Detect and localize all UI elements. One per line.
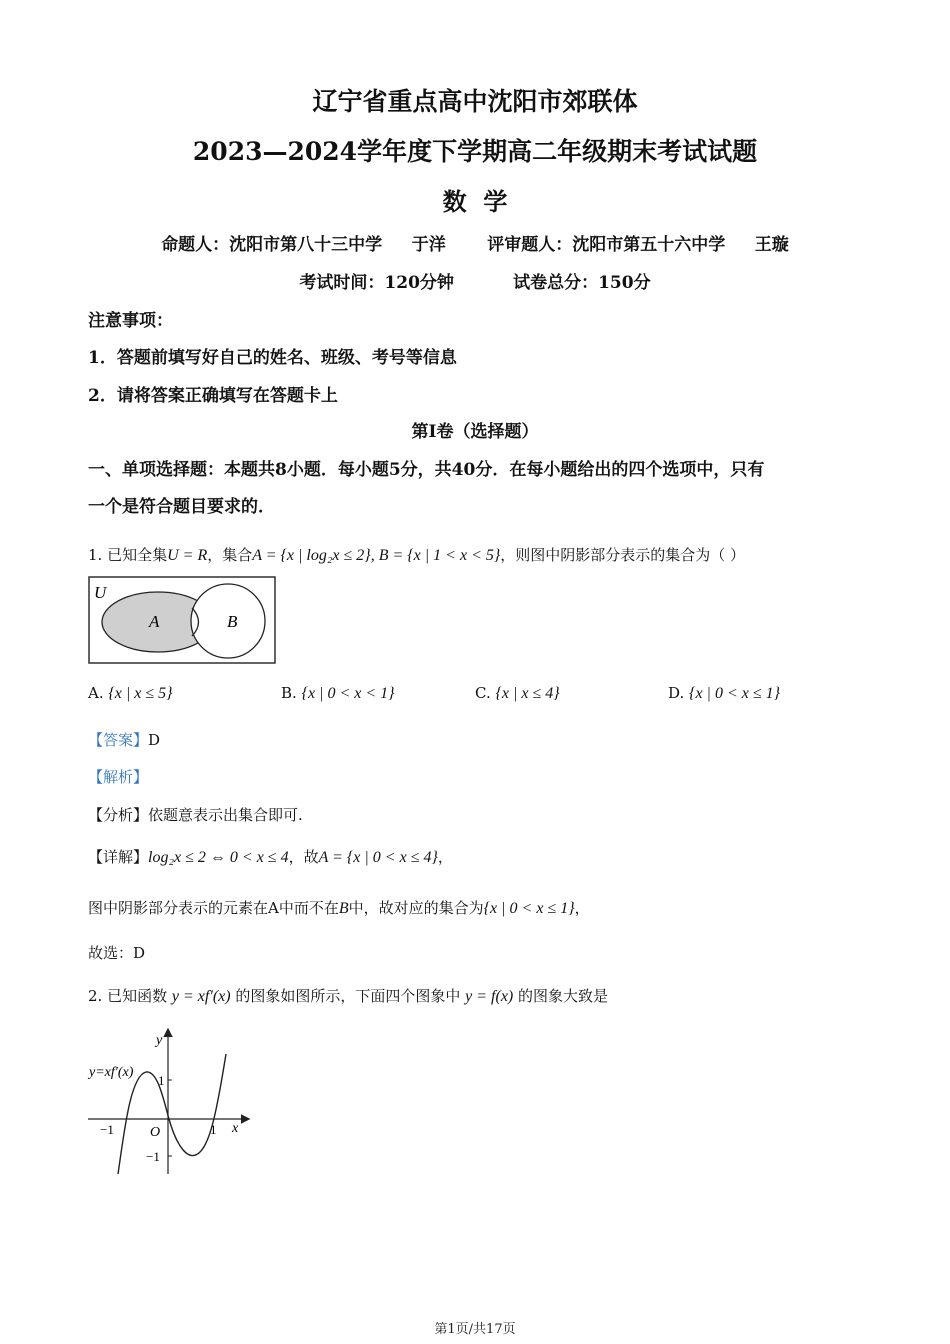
q1-answer — [88, 729, 160, 750]
notes-heading: 注意事项： — [88, 311, 173, 331]
q1-stem-prefix: 1. 已知全集 — [88, 546, 168, 564]
q1-final: 故选：D — [88, 944, 146, 962]
detail-tag: 【详解】 — [88, 848, 149, 866]
label-tick-x-neg: −1 — [100, 1122, 114, 1137]
q2-expr2: y = f(x) — [465, 988, 514, 1005]
option-d-letter: D. — [668, 684, 685, 702]
label-origin: O — [150, 1125, 161, 1140]
exam-title-line2: 2023—2024学年度下学期高二年级期末考试试题 — [192, 137, 758, 166]
option-c-expr: {x | x ≤ 4} — [495, 685, 560, 702]
q1-option-c[interactable] — [475, 684, 560, 703]
option-b-expr: {x | 0 < x < 1} — [301, 685, 395, 702]
q1-option-b[interactable] — [281, 684, 395, 703]
answer-tag: 【答案】 — [88, 731, 149, 749]
q2-stem-prefix: 2. 已知函数 — [88, 987, 168, 1005]
q2-stem — [88, 985, 608, 1006]
q2-expr1: y = xf′(x) — [171, 988, 231, 1005]
q1-option-d[interactable] — [668, 684, 780, 703]
answer-value: D — [148, 731, 161, 749]
option-c-letter: C. — [475, 684, 491, 702]
note-item-2: 2．请将答案正确填写在答题卡上 — [88, 386, 338, 406]
q1-explain — [88, 897, 590, 918]
analysis-tag: 【解析】 — [88, 768, 149, 786]
explain-c: 中，故对应的集合为 — [348, 899, 484, 917]
label-func: y=xf′(x) — [89, 1065, 134, 1080]
venn-diagram — [88, 576, 276, 666]
label-u: U — [94, 583, 107, 602]
q1-universal-set: U = R — [167, 547, 208, 564]
authors-line: 命题人：沈阳市第八十三中学 于洋 评审题人：沈阳市第五十六中学 王璇 — [161, 235, 789, 255]
section-instruction-1: 一、单项选择题：本题共8小题．每小题5分，共40分．在每小题给出的四个选项中，只有 — [88, 460, 765, 480]
detail-end: ， — [437, 848, 453, 866]
exam-info-line: 考试时间：120分钟 试卷总分：150分 — [299, 273, 651, 293]
explain-a: 图中阴影部分表示的元素在A中而不在 — [88, 899, 339, 917]
detail-expr2: A = {x | 0 < x ≤ 4} — [318, 849, 438, 866]
label-x: x — [232, 1121, 239, 1136]
explain-d: ， — [574, 899, 590, 917]
label-y: y — [156, 1033, 163, 1048]
detail-expr: log₂x ≤ 2 ⇔ 0 < x ≤ 4 — [148, 849, 289, 866]
detail-mid: ，故 — [288, 848, 319, 866]
q1-fenxi: 【分析】依题意表示出集合即可. — [88, 806, 303, 824]
note-item-1: 1．答题前填写好自己的姓名、班级、考号等信息 — [88, 348, 457, 368]
option-a-letter: A. — [88, 684, 104, 702]
label-b: B — [227, 612, 238, 631]
volume-heading: 第Ⅰ卷（选择题） — [411, 422, 539, 442]
q1-stem — [88, 544, 745, 565]
q1-option-a[interactable] — [88, 684, 173, 703]
function-graph — [86, 1024, 256, 1180]
q1-set-definitions: A = {x | log₂x ≤ 2}, B = {x | 1 < x < 5} — [252, 547, 501, 564]
option-a-expr: {x | x ≤ 5} — [108, 685, 173, 702]
page-footer: 第1页/共17页 — [434, 1322, 516, 1337]
label-tick-x-pos: 1 — [210, 1122, 217, 1137]
exam-title-line1: 辽宁省重点高中沈阳市郊联体 — [312, 87, 638, 116]
subject-title: 数 学 — [442, 187, 508, 216]
q1-stem-mid: ，集合 — [207, 546, 253, 564]
q1-detail — [88, 846, 453, 867]
section-instruction-2: 一个是符合题目要求的． — [88, 497, 275, 517]
option-b-letter: B. — [281, 684, 297, 702]
explain-expr: {x | 0 < x ≤ 1} — [483, 900, 575, 917]
q2-stem-suffix: 的图象大致是 — [518, 987, 609, 1005]
label-tick-y-pos: 1 — [158, 1073, 165, 1088]
q2-stem-mid: 的图象如图所示，下面四个图象中 — [235, 987, 461, 1005]
label-tick-y-neg: −1 — [146, 1149, 160, 1164]
explain-b: B — [338, 900, 349, 917]
q1-stem-suffix: ，则图中阴影部分表示的集合为（ ） — [500, 546, 746, 564]
option-d-expr: {x | 0 < x ≤ 1} — [689, 685, 781, 702]
label-a: A — [149, 612, 160, 631]
